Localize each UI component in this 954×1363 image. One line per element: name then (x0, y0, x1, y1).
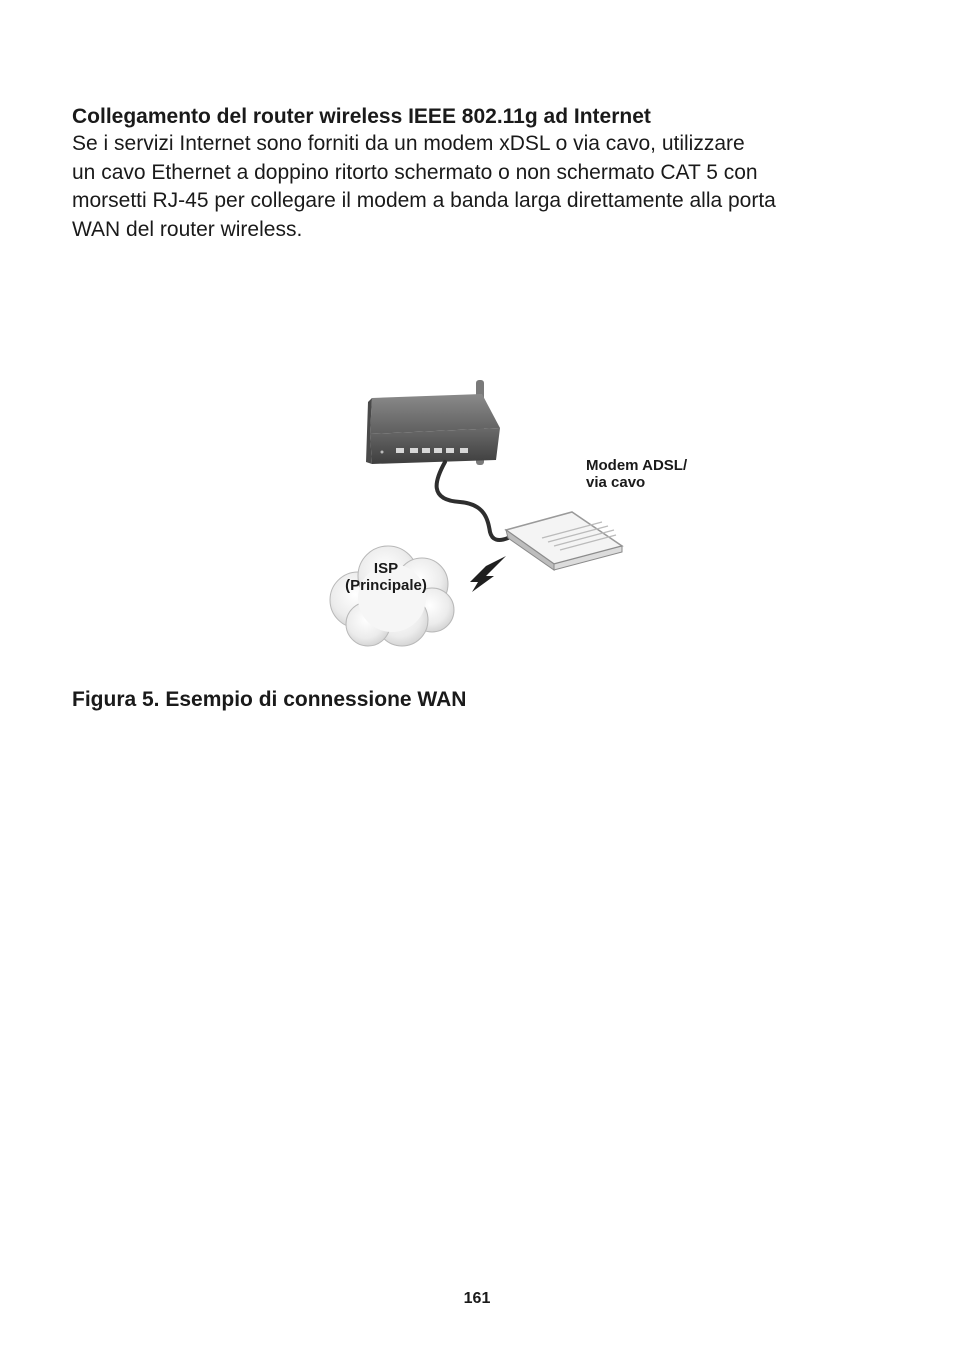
wan-connection-diagram (310, 370, 730, 660)
modem-label-line: Modem ADSL/ (586, 457, 688, 474)
lightning-icon (470, 556, 506, 592)
paragraph-line: Se i servizi Internet sono forniti da un modem xDSL o via cavo, utilizzare (72, 132, 745, 155)
paragraph-line: WAN del router wireless. (72, 217, 303, 241)
paragraph-line: un cavo Ethernet a doppino ritorto schermato o non schermato CAT 5 con (72, 160, 758, 184)
modem-icon (506, 512, 622, 570)
body-paragraph (72, 130, 892, 244)
figure-caption: Figura 5. Esempio di connessione WAN (72, 688, 467, 711)
isp-label-line: ISP (373, 560, 399, 577)
ethernet-cable (437, 462, 508, 540)
modem-label (586, 457, 687, 491)
paragraph-line: morsetti RJ-45 per collegare il modem a banda larga direttamente alla porta (72, 189, 776, 212)
modem-label-line: via cavo (586, 474, 646, 491)
diagram-illustration (310, 370, 730, 660)
page-number: 161 (463, 1290, 491, 1307)
isp-label (338, 560, 434, 594)
section-heading: Collegamento del router wireless IEEE 802.11g ad Internet (72, 105, 651, 128)
router-icon (366, 380, 500, 465)
isp-label-line: (Principale) (345, 577, 427, 594)
